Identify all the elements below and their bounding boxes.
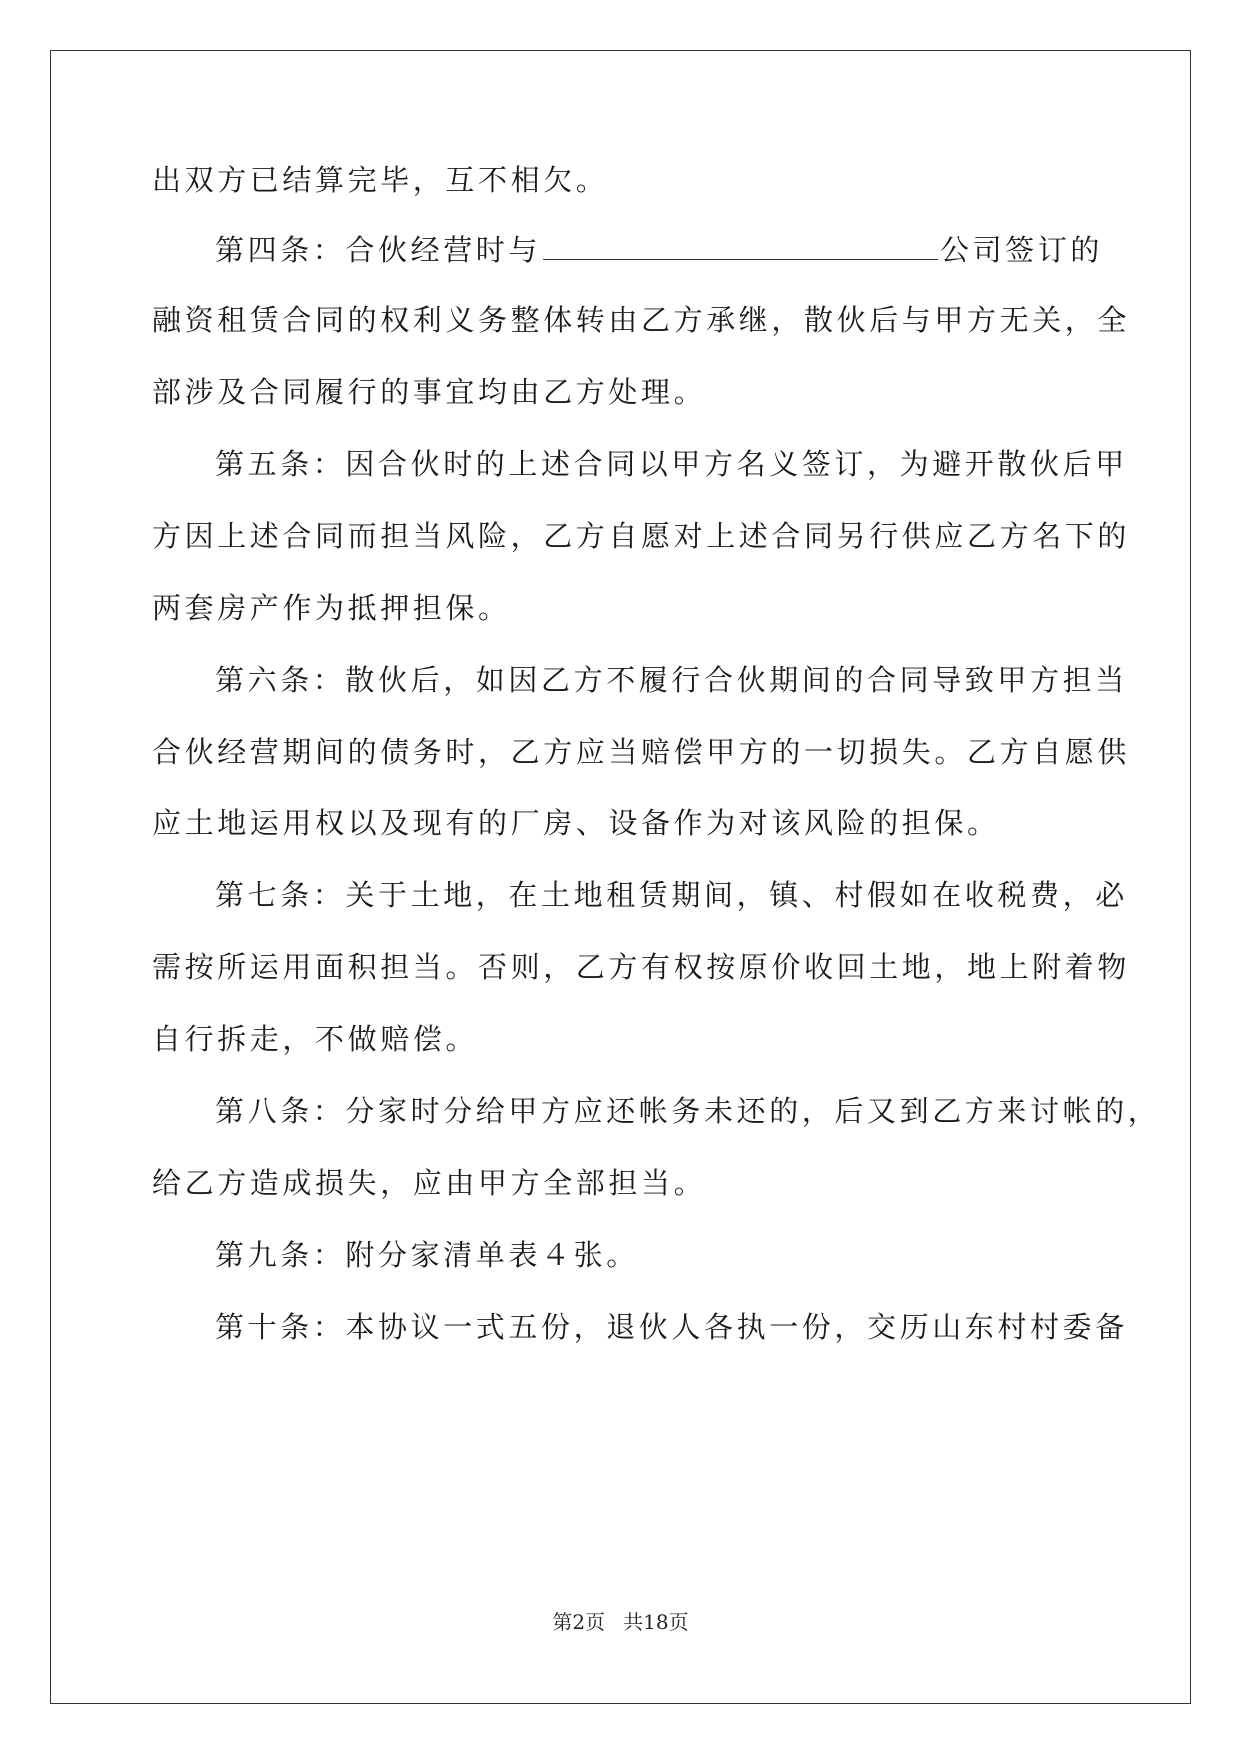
text-line: 应土地运用权以及现有的厂房、设备作为对该风险的担保。 <box>152 806 1000 840</box>
page-number: 第2页 <box>552 1610 606 1634</box>
text-line-clause-10: 第十条：本协议一式五份，退伙人各执一份，交历山东村村委备 <box>215 1310 1128 1344</box>
clause-4-prefix: 第四条：合伙经营时与 <box>215 233 542 267</box>
page-total: 共18页 <box>623 1610 689 1634</box>
page-footer <box>0 1610 1241 1634</box>
text-line: 融资租赁合同的权利义务整体转由乙方承继，散伙后与甲方无关，全 <box>152 303 1131 337</box>
text-line: 部涉及合同履行的事宜均由乙方处理。 <box>152 375 707 409</box>
text-line: 自行拆走，不做赔偿。 <box>152 1022 479 1056</box>
text-line-clause-4 <box>215 230 1103 270</box>
text-line: 给乙方造成损失，应由甲方全部担当。 <box>152 1166 707 1200</box>
text-line: 合伙经营期间的债务时，乙方应当赔偿甲方的一切损失。乙方自愿供 <box>152 735 1131 769</box>
clause-4-suffix: 公司签订的 <box>940 233 1104 267</box>
fill-in-blank[interactable] <box>543 233 938 260</box>
text-line-clause-5: 第五条：因合伙时的上述合同以甲方名义签订，为避开散伙后甲 <box>215 447 1128 481</box>
text-line-clause-9: 第九条：附分家清单表４张。 <box>215 1238 639 1272</box>
text-line: 两套房产作为抵押担保。 <box>152 591 511 625</box>
text-line-clause-7: 第七条：关于土地，在土地租赁期间，镇、村假如在收税费，必 <box>215 878 1128 912</box>
text-line-clause-8: 第八条：分家时分给甲方应还帐务未还的，后又到乙方来讨帐的， <box>215 1094 1161 1128</box>
text-line: 出双方已结算完毕，互不相欠。 <box>152 163 609 197</box>
text-line: 需按所运用面积担当。否则，乙方有权按原价收回土地，地上附着物 <box>152 950 1131 984</box>
text-line-clause-6: 第六条：散伙后，如因乙方不履行合伙期间的合同导致甲方担当 <box>215 663 1128 697</box>
text-line: 方因上述合同而担当风险，乙方自愿对上述合同另行供应乙方名下的 <box>152 519 1131 553</box>
